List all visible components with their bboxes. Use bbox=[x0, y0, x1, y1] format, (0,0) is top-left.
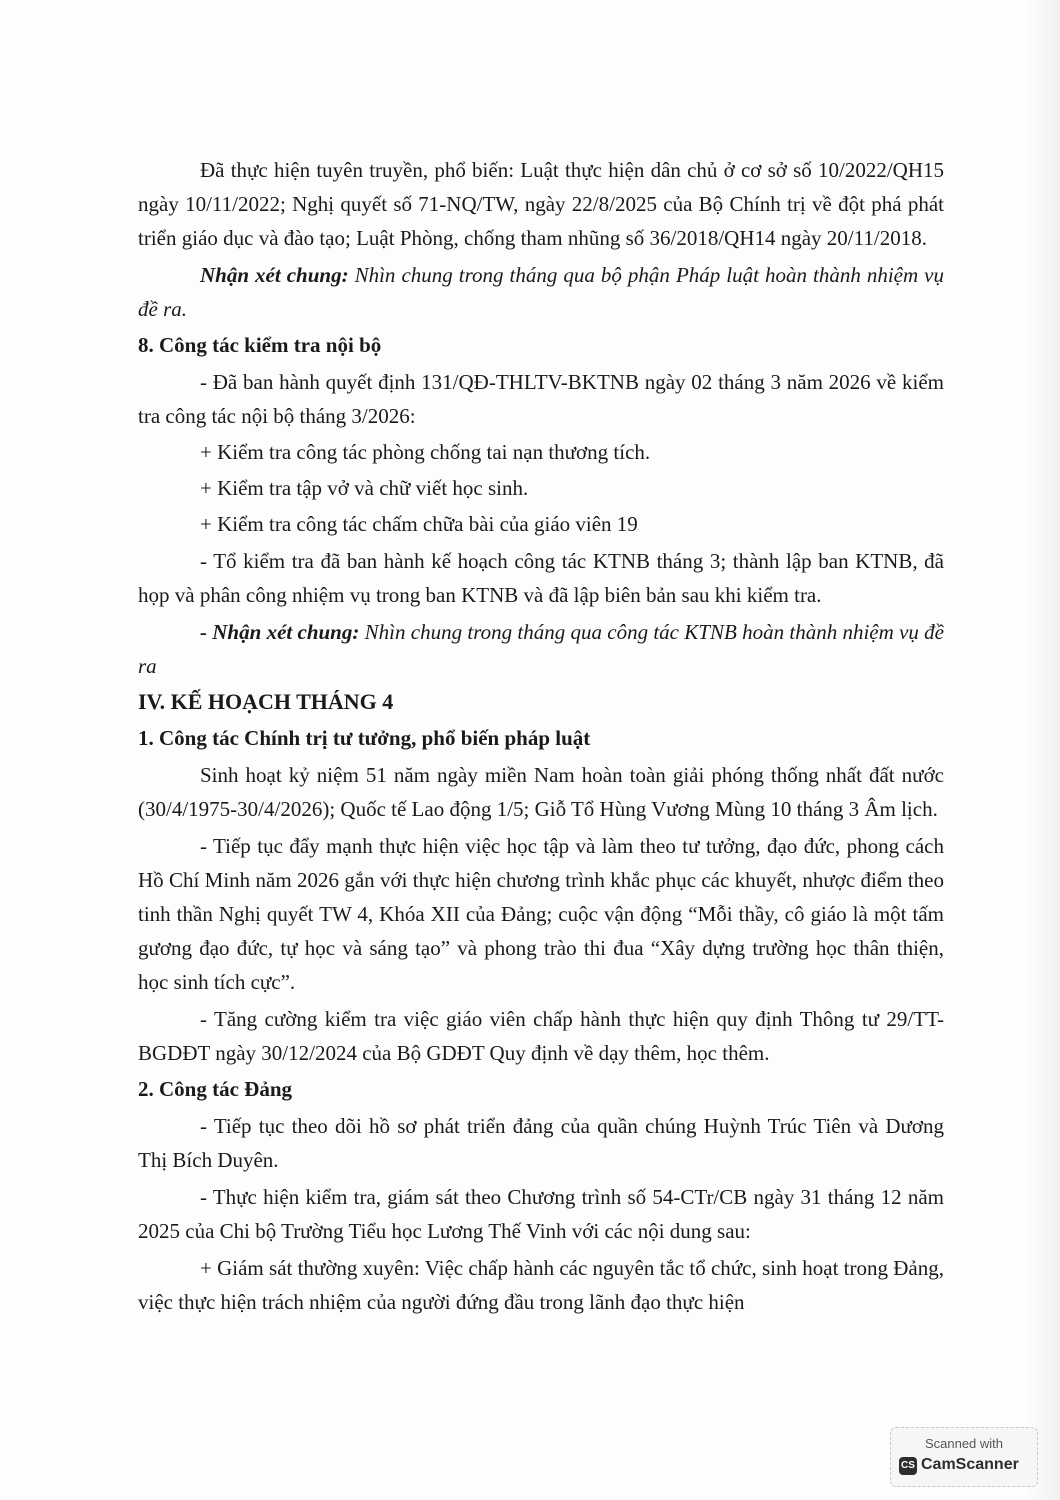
section-2-paragraph: - Tiếp tục theo dõi hồ sơ phát triển đảng của quần chúng Huỳnh Trúc Tiên và Dương Thị Bích Duyên. bbox=[138, 1114, 944, 1172]
section-8-paragraph: - Tổ kiểm tra đã ban hành kế hoạch công tác KTNB tháng 3; thành lập ban KTNB, đã họp và phân công nhiệm vụ trong ban KTNB và đã lập biên bản sau khi kiểm tra. bbox=[138, 549, 944, 607]
section-1-paragraph: Sinh hoạt kỷ niệm 51 năm ngày miền Nam hoàn toàn giải phóng thống nhất đất nước (30/4/1975-30/4/2026); Quốc tế Lao động 1/5; Giỗ Tổ Hùng Vương Mùng 10 tháng 3 Âm lịch. bbox=[138, 763, 944, 821]
watermark-caption: Scanned with bbox=[924, 1436, 1004, 1451]
page-edge-shadow bbox=[1026, 0, 1060, 1500]
remark-text: Nhìn chung trong tháng qua công tác KTNB hoàn thành nhiệm vụ đề ra bbox=[138, 620, 944, 678]
section-1-paragraph: - Tăng cường kiểm tra việc giáo viên chấp hành thực hiện quy định Thông tư 29/TT-BGDĐT ngày 30/12/2024 của Bộ GDĐT Quy định về dạy thêm, học thêm. bbox=[138, 1007, 944, 1065]
remark-label: - Nhận xét chung: bbox=[200, 620, 360, 644]
remark-ktnb bbox=[138, 615, 944, 683]
list-item: + Kiểm tra tập vở và chữ viết học sinh. bbox=[200, 476, 529, 500]
part-iv-heading: IV. KẾ HOẠCH THÁNG 4 bbox=[138, 689, 394, 714]
document-body bbox=[138, 153, 944, 1319]
section-2-paragraph: + Giám sát thường xuyên: Việc chấp hành các nguyên tắc tổ chức, sinh hoạt trong Đảng, việc thực hiện trách nhiệm của người đứng đầu trong lãnh đạo thực hiện bbox=[138, 1256, 944, 1314]
list-item: + Kiểm tra công tác chấm chữa bài của giáo viên 19 bbox=[200, 512, 638, 536]
remark-label: Nhận xét chung: bbox=[200, 263, 349, 287]
watermark-brand: CamScanner bbox=[921, 1456, 1019, 1473]
section-1-heading: 1. Công tác Chính trị tư tưởng, phổ biến pháp luật bbox=[138, 726, 591, 750]
section-2-heading: 2. Công tác Đảng bbox=[138, 1077, 293, 1101]
camscanner-logo-icon: CS bbox=[899, 1457, 917, 1475]
section-8-intro: - Đã ban hành quyết định 131/QĐ-THLTV-BKTNB ngày 02 tháng 3 năm 2026 về kiểm tra công tác nội bộ tháng 3/2026: bbox=[138, 370, 944, 428]
section-2-paragraph: - Thực hiện kiểm tra, giám sát theo Chương trình số 54-CTr/CB ngày 31 tháng 12 năm 2025 của Chi bộ Trường Tiểu học Lương Thế Vinh với các nội dung sau: bbox=[138, 1185, 944, 1243]
remark-text: Nhìn chung trong tháng qua bộ phận Pháp luật hoàn thành nhiệm vụ đề ra. bbox=[138, 263, 945, 321]
section-1-paragraph: - Tiếp tục đẩy mạnh thực hiện việc học tập và làm theo tư tưởng, đạo đức, phong cách Hồ Chí Minh năm 2026 gắn với thực hiện chương trình khắc phục các khuyết, nhược điểm theo tinh thần Nghị quyết TW 4, Khóa XII của Đảng; cuộc vận động “Mỗi thầy, cô giáo là một tấm gương đạo đức, tự học và sáng tạo” và phong trào thi đua “Xây dựng trường học thân thiện, học sinh tích cực”. bbox=[138, 834, 944, 994]
paragraph-legal-dissemination: Đã thực hiện tuyên truyền, phổ biến: Luật thực hiện dân chủ ở cơ sở số 10/2022/QH15 ngày 10/11/2022; Nghị quyết số 71-NQ/TW, ngày 22/8/2025 của Bộ Chính trị về đột phá phát triển giáo dục và đào tạo; Luật Phòng, chống tham nhũng số 36/2018/QH14 ngày 20/11/2018. bbox=[138, 158, 944, 250]
list-item: + Kiểm tra công tác phòng chống tai nạn thương tích. bbox=[200, 440, 651, 464]
camscanner-watermark bbox=[890, 1427, 1038, 1487]
section-8-heading: 8. Công tác kiểm tra nội bộ bbox=[138, 333, 382, 357]
remark-legal bbox=[138, 258, 944, 326]
